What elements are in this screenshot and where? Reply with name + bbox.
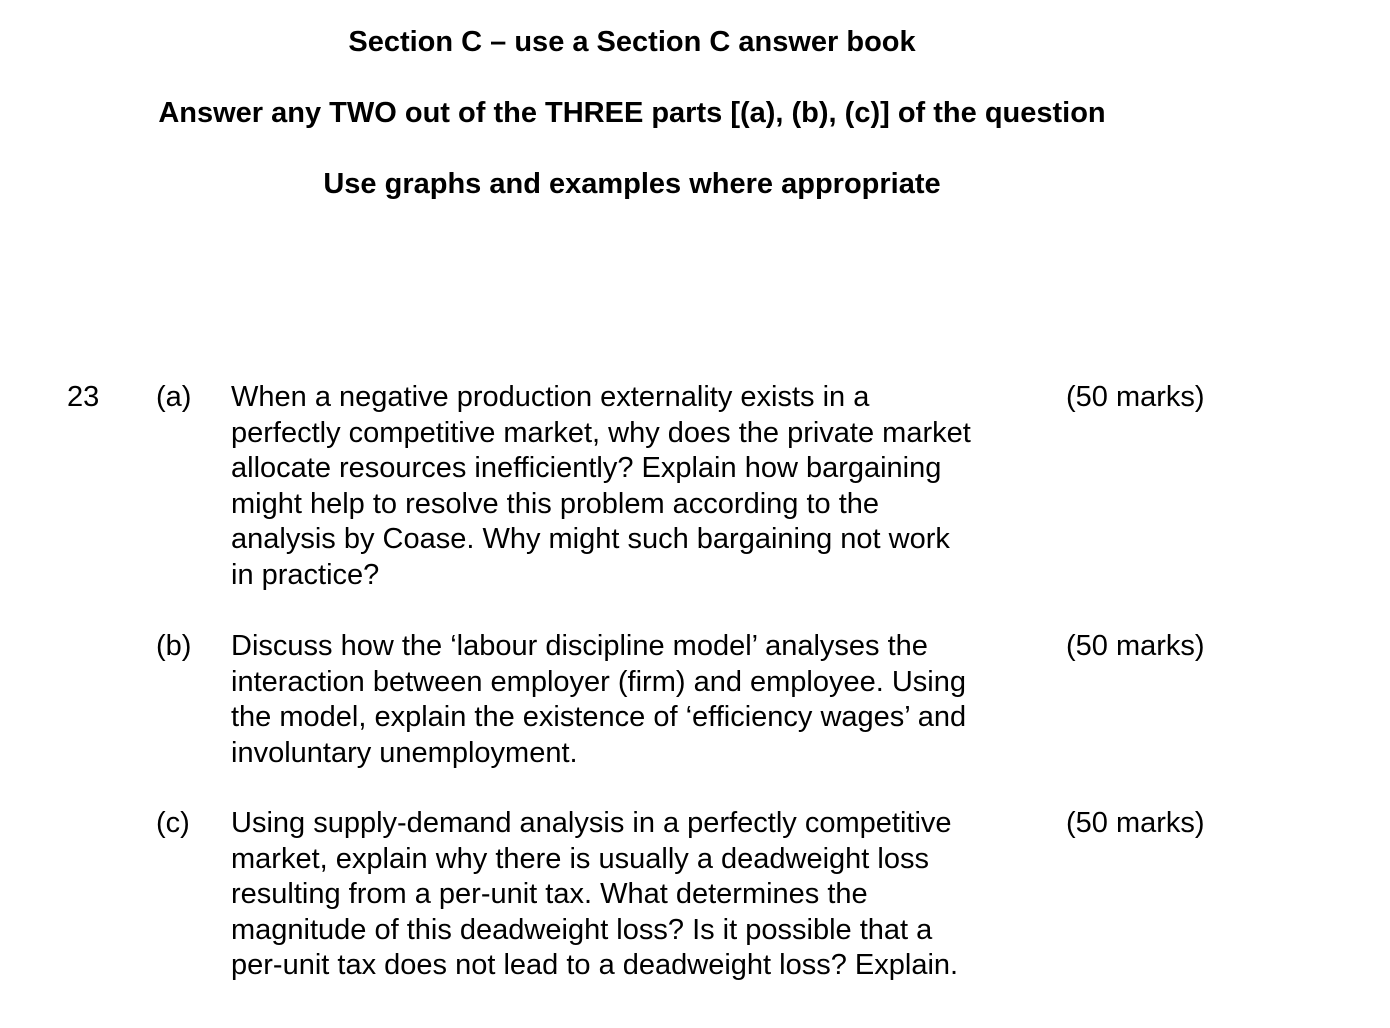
- text-line: Discuss how the ‘labour discipline model’ analyses the: [231, 630, 928, 662]
- part-a-marks: (50 marks): [1066, 381, 1205, 413]
- text-line: market, explain why there is usually a deadweight loss: [231, 842, 929, 875]
- instruction-heading: Answer any TWO out of the THREE parts [(a), (b), (c)] of the question: [158, 97, 1106, 129]
- part-a-label: (a): [156, 381, 192, 413]
- text-line: When a negative production externality exists in a: [231, 381, 870, 413]
- text-line: per-unit tax does not lead to a deadweight loss? Explain.: [231, 949, 959, 981]
- part-c-marks: (50 marks): [1066, 807, 1205, 839]
- part-b-marks: (50 marks): [1066, 630, 1205, 662]
- part-c-text: [231, 806, 1031, 984]
- text-line: involuntary unemployment.: [231, 736, 578, 769]
- text-line: analysis by Coase. Why might such bargaining not work: [231, 523, 950, 555]
- text-line: might help to resolve this problem according to the: [231, 487, 880, 520]
- text-line: Using supply-demand analysis in a perfectly competitive: [231, 807, 952, 839]
- text-line: allocate resources inefficiently? Explain how bargaining: [231, 452, 942, 484]
- text-line: interaction between employer (firm) and employee. Using: [231, 665, 967, 698]
- text-line: perfectly competitive market, why does the private market: [231, 416, 971, 449]
- guidance-heading: Use graphs and examples where appropriate: [323, 168, 941, 200]
- section-heading: Section C – use a Section C answer book: [348, 26, 916, 58]
- question-number: 23: [67, 381, 100, 413]
- part-b-label: (b): [156, 630, 192, 662]
- part-b-text: [231, 629, 1031, 771]
- text-line: magnitude of this deadweight loss? Is it possible that a: [231, 913, 933, 946]
- text-line: in practice?: [231, 558, 380, 591]
- text-line: the model, explain the existence of ‘efficiency wages’ and: [231, 701, 967, 733]
- part-a-text: [231, 380, 1031, 593]
- text-line: resulting from a per-unit tax. What determines the: [231, 878, 868, 910]
- part-c-label: (c): [156, 807, 190, 839]
